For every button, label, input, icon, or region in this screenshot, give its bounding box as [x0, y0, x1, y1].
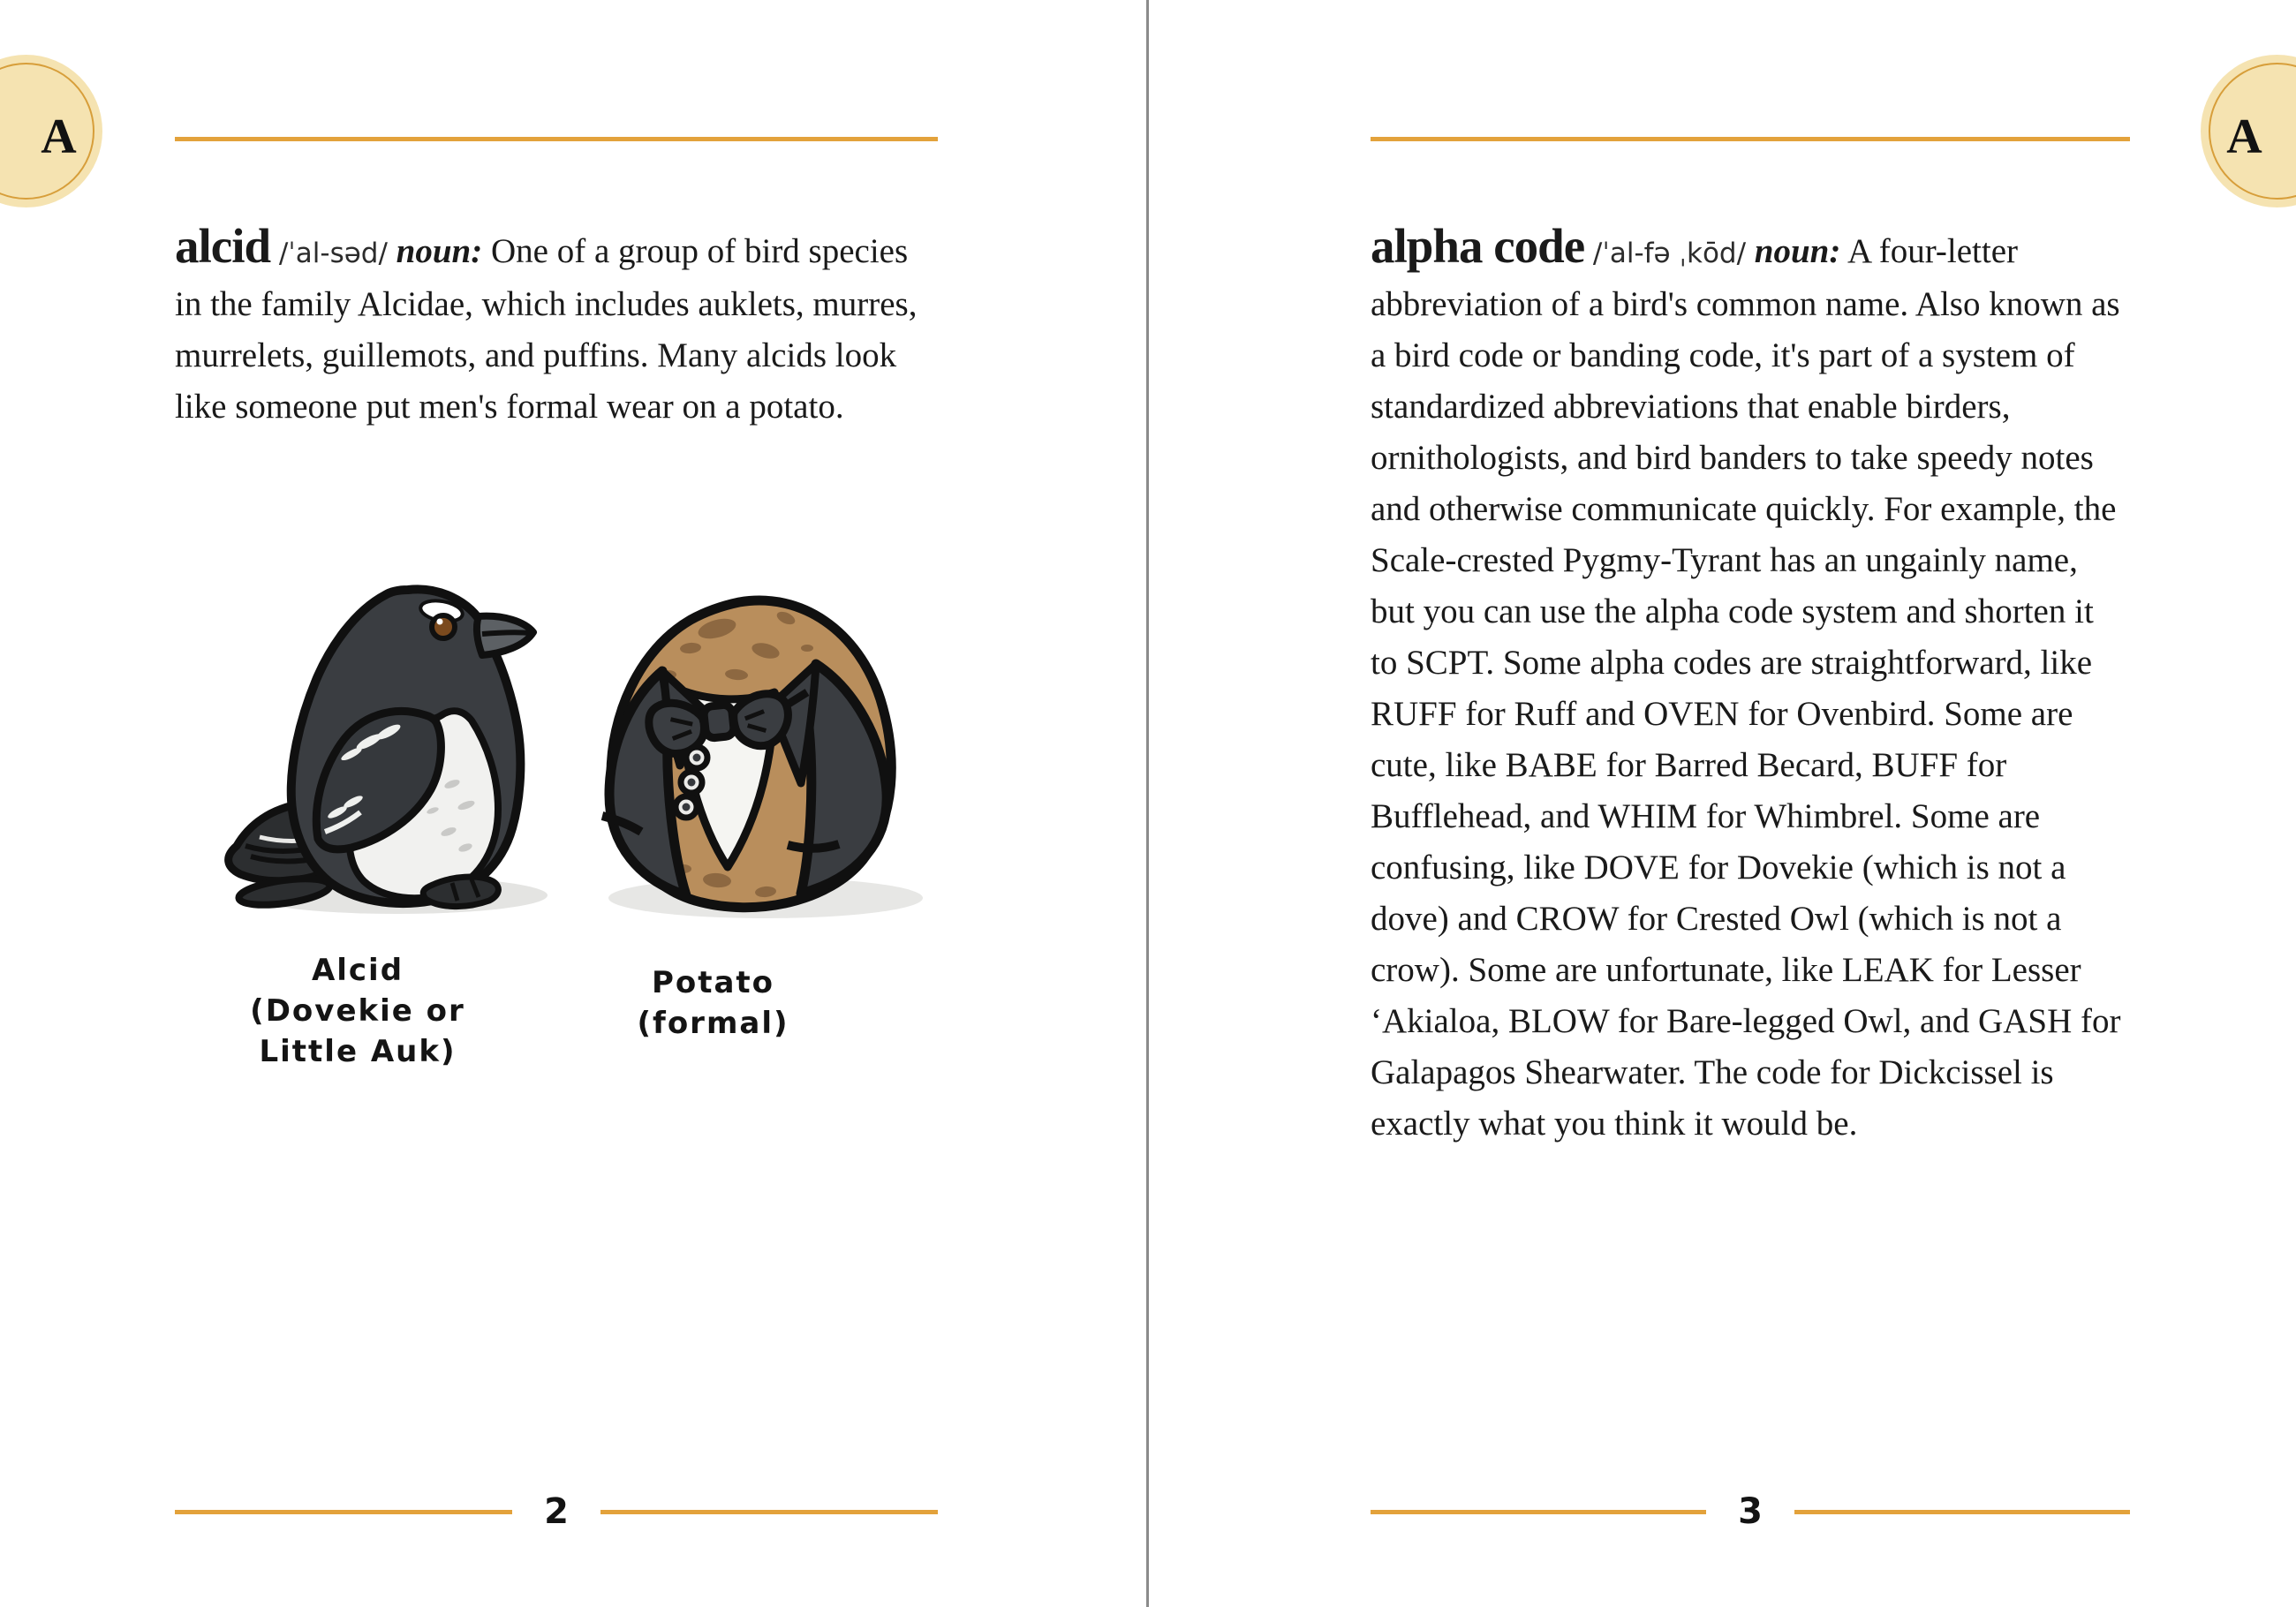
page-divider — [1146, 0, 1149, 1607]
footer-rule-right-b — [1794, 1510, 2130, 1514]
bird-caption-detail-1: (Dovekie or — [250, 993, 465, 1029]
part-of-speech-alcid: noun: — [396, 232, 483, 270]
potato-formal-illustration — [585, 576, 938, 933]
entry-alpha-code — [1371, 221, 2121, 1150]
pronunciation-alpha-code: /ˈal-fə ˌkōd/ — [1592, 238, 1747, 269]
potato-caption — [556, 962, 870, 1044]
top-rule-right — [1371, 137, 2130, 141]
potato-caption-detail: (formal) — [637, 1006, 789, 1041]
page-number-left: 2 — [544, 1491, 569, 1532]
definition-alcid: One of a group of bird species in the family Alcidae, which includes auklets, murres, murrelets, guillemots, and puffins. Many alcids look like someone put men's formal wear on a potato. — [175, 232, 918, 426]
section-letter-left: A — [41, 109, 77, 164]
definition-alpha-code: A four-letter abbreviation of a bird's common name. Also known as a bird code or banding code, it's part of a system of standardized abbreviations that enable birders, ornithologists, and bird banders to take speedy notes and otherwise communicate quickly. For example, the Scale-crested Pygmy-Tyrant has an ungainly name, but you can use the alpha code system and shorten it to SCPT. Some alpha codes are straightforward, like RUFF for Ruff and OVEN for Ovenbird. Some are cute, like BABE for Barred Becard, BUFF for Bufflehead, and WHIM for Whimbrel. Some are confusing, like DOVE for Dovekie (which is not a dove) and CROW for Crested Owl (which is not a crow). Some are unfortunate, like LEAK for Lesser ‘Akialoa, BLOW for Bare-legged Owl, and GASH for Galapagos Shearwater. The code for Dickcissel is exactly what you think it would be. — [1371, 232, 2121, 1143]
bird-caption — [199, 950, 517, 1072]
footer-rule-left-b — [600, 1510, 938, 1514]
potato-caption-name: Potato — [651, 965, 775, 1000]
part-of-speech-alpha-code: noun: — [1754, 232, 1841, 270]
bird-foot — [423, 877, 498, 907]
footer-right — [1371, 1490, 2130, 1533]
section-letter-badge-left — [0, 55, 102, 207]
dovekie-illustration — [221, 581, 549, 924]
pronunciation-alcid: /ˈal-səd/ — [278, 238, 388, 269]
top-rule-left — [175, 137, 938, 141]
bird-caption-detail-2: Little Auk) — [259, 1034, 457, 1069]
page-number-right: 3 — [1738, 1491, 1763, 1532]
headword-alcid: alcid — [175, 219, 271, 273]
footer-rule-right-a — [1371, 1510, 1706, 1514]
section-letter-badge-right — [2201, 55, 2296, 207]
footer-left — [175, 1490, 938, 1533]
headword-alpha-code: alpha code — [1371, 219, 1585, 273]
entry-alcid — [175, 221, 925, 433]
bird-beak — [477, 616, 533, 655]
bird-caption-name: Alcid — [311, 953, 404, 988]
jacket-pocket-right — [788, 844, 839, 849]
section-letter-right: A — [2226, 109, 2262, 164]
footer-rule-left-a — [175, 1510, 512, 1514]
